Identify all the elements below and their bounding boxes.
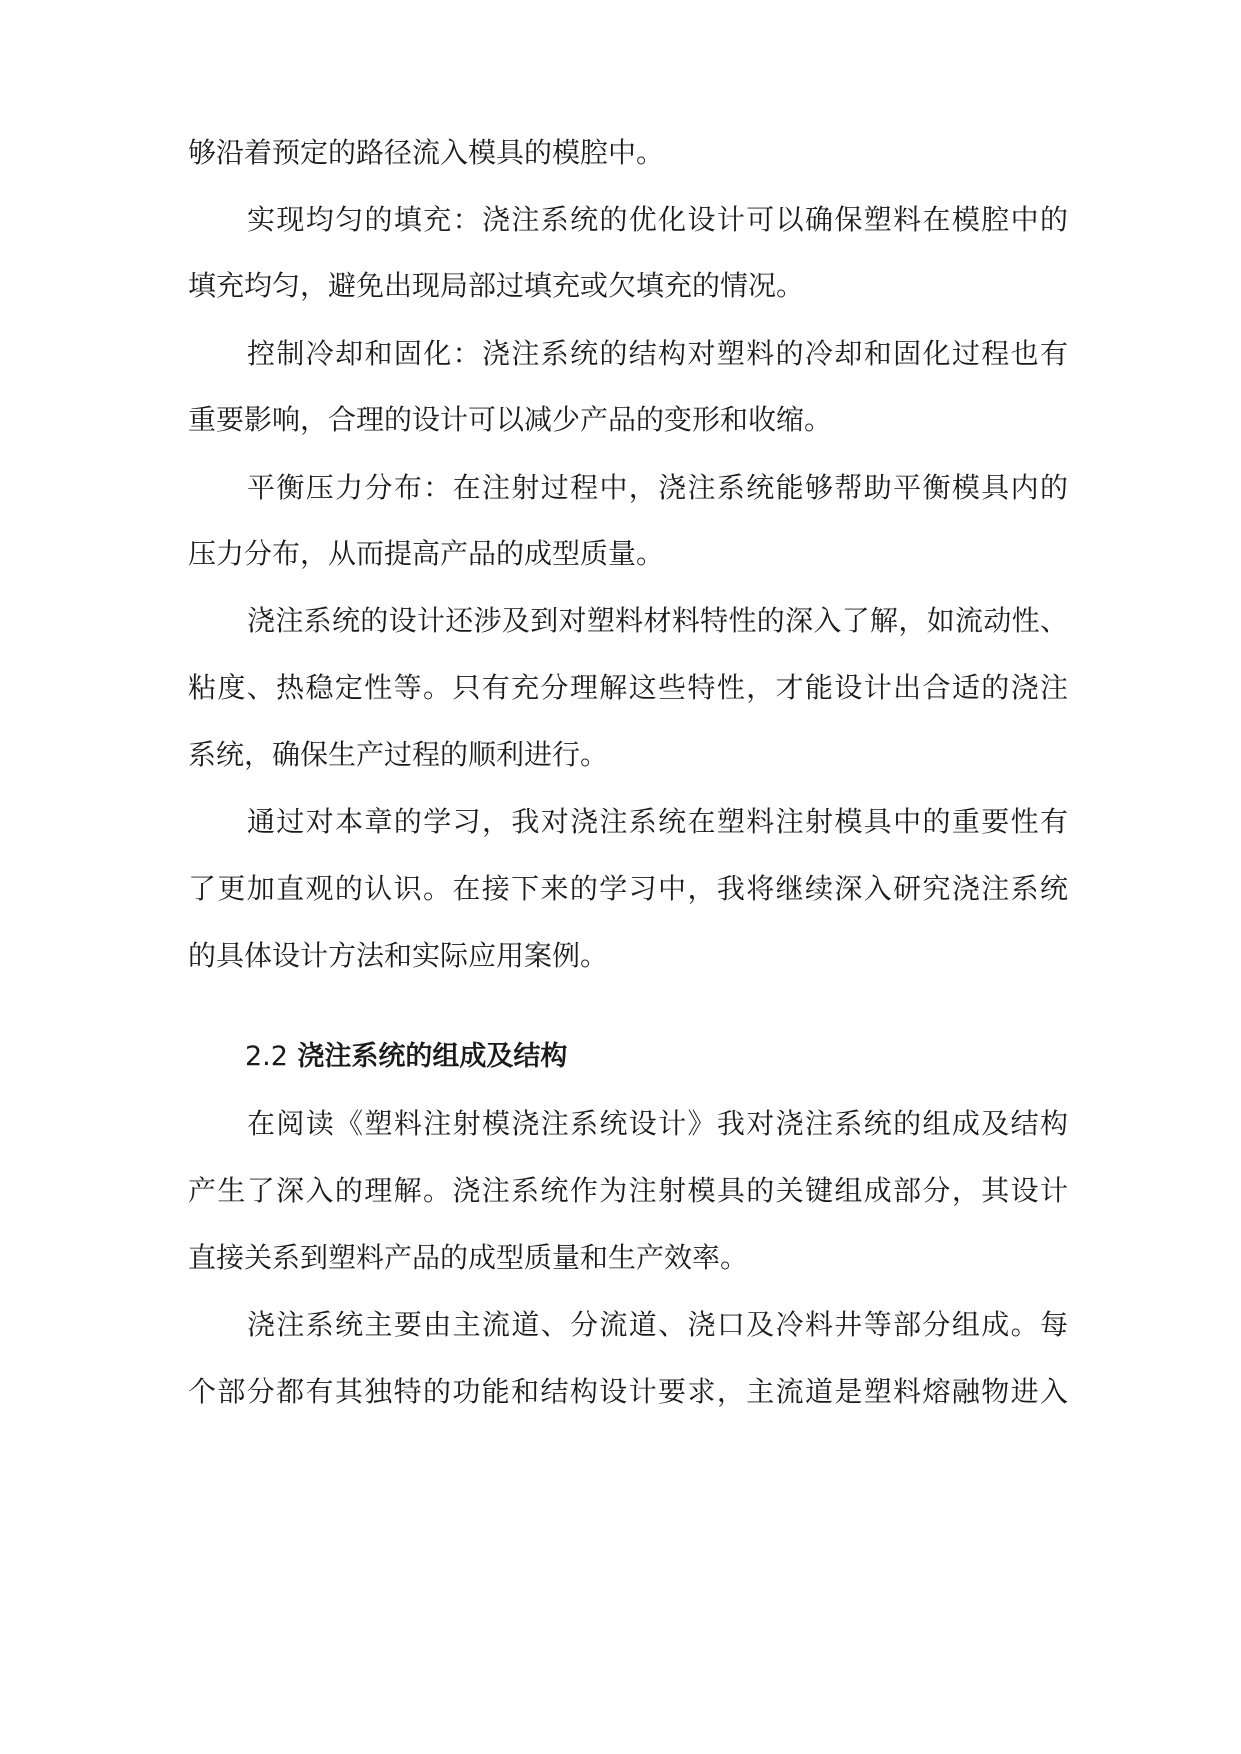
text-line: 重要影响，合理的设计可以减少产品的变形和收缩。 <box>188 403 833 436</box>
text-line: 压力分布，从而提高产品的成型质量。 <box>188 537 665 570</box>
text-line: 系统，确保生产过程的顺利进行。 <box>188 738 609 771</box>
text-line: 的具体设计方法和实际应用案例。 <box>188 939 609 972</box>
section-heading <box>245 1037 567 1077</box>
text-line: 实现均匀的填充：浇注系统的优化设计可以确保塑料在模腔中的 <box>247 203 1068 236</box>
text-line: 够沿着预定的路径流入模具的模腔中。 <box>188 136 665 169</box>
text-line: 了更加直观的认识。在接下来的学习中，我将继续深入研究浇注系统 <box>188 872 1068 905</box>
text-line: 控制冷却和固化：浇注系统的结构对塑料的冷却和固化过程也有 <box>247 337 1068 370</box>
text-line: 通过对本章的学习，我对浇注系统在塑料注射模具中的重要性有 <box>247 805 1068 838</box>
text-line: 填充均匀，避免出现局部过填充或欠填充的情况。 <box>188 269 805 302</box>
text-line: 浇注系统的设计还涉及到对塑料材料特性的深入了解，如流动性、 <box>247 604 1068 637</box>
text-line: 粘度、热稳定性等。只有充分理解这些特性，才能设计出合适的浇注 <box>188 671 1068 704</box>
section-number: 2.2 <box>245 1041 288 1072</box>
text-line: 平衡压力分布：在注射过程中，浇注系统能够帮助平衡模具内的 <box>247 471 1068 504</box>
text-line: 个部分都有其独特的功能和结构设计要求，主流道是塑料熔融物进入 <box>188 1375 1068 1408</box>
text-line: 产生了深入的理解。浇注系统作为注射模具的关键组成部分，其设计 <box>188 1174 1068 1207</box>
text-line: 直接关系到塑料产品的成型质量和生产效率。 <box>188 1241 749 1274</box>
section-title: 浇注系统的组成及结构 <box>297 1041 568 1072</box>
text-line: 在阅读《塑料注射模浇注系统设计》我对浇注系统的组成及结构 <box>247 1107 1068 1140</box>
text-line: 浇注系统主要由主流道、分流道、浇口及冷料井等部分组成。每 <box>247 1308 1068 1341</box>
